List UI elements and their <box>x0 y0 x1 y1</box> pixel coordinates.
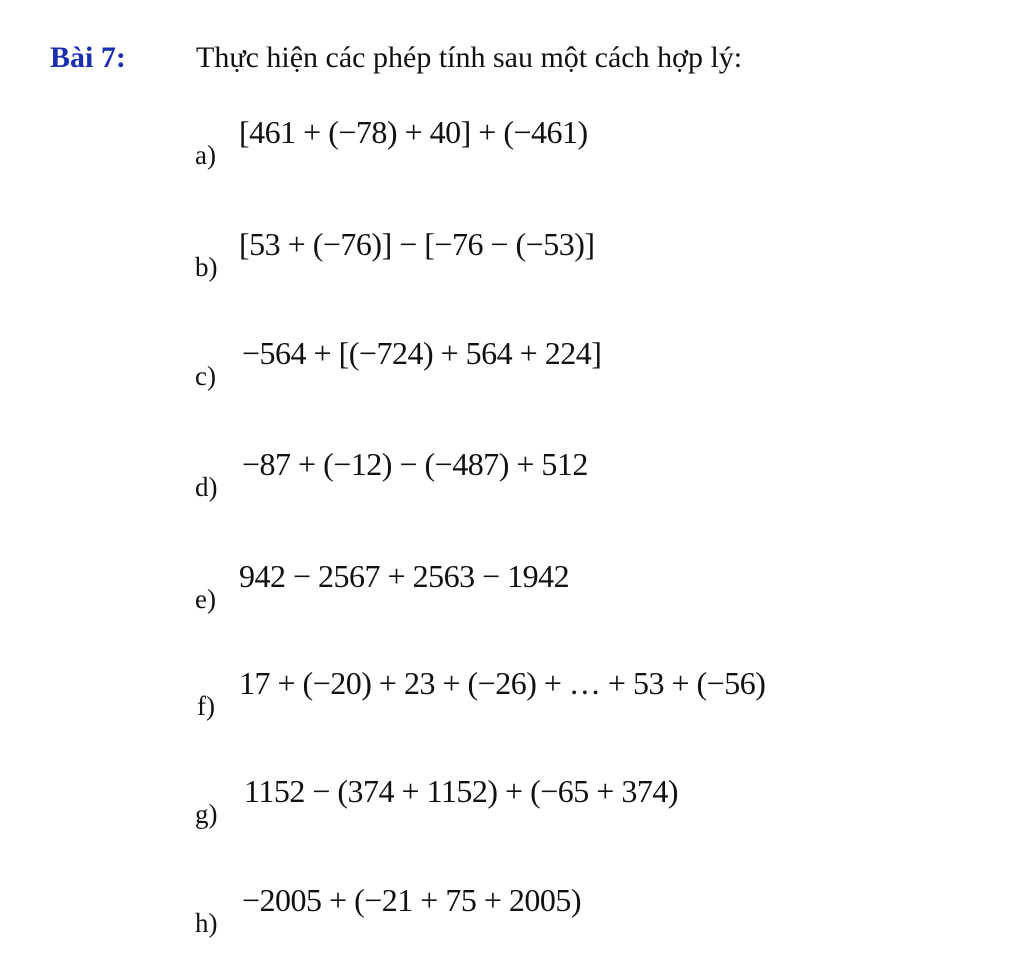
problem-expression: −2005 + (−21 + 75 + 2005) <box>242 882 582 918</box>
problem-expression: [53 + (−76)] − [−76 − (−53)] <box>239 226 595 262</box>
problem-expression: [461 + (−78) + 40] + (−461) <box>239 114 588 150</box>
problem-expression: 17 + (−20) + 23 + (−26) + … + 53 + (−56) <box>239 665 766 701</box>
problem-item <box>195 114 975 174</box>
problem-label: b) <box>195 252 218 282</box>
problem-label: d) <box>195 472 218 502</box>
problem-item <box>195 446 975 506</box>
problem-label: f) <box>197 691 215 721</box>
problem-label: a) <box>195 140 216 170</box>
problem-expression: 942 − 2567 + 2563 − 1942 <box>239 558 570 594</box>
problem-item <box>195 773 975 833</box>
problem-item <box>195 226 975 286</box>
exercise-instruction: Thực hiện các phép tính sau một cách hợp lý: <box>196 41 743 74</box>
problem-item <box>195 882 975 942</box>
problem-expression: −564 + [(−724) + 564 + 224] <box>242 335 602 371</box>
problem-expression: 1152 − (374 + 1152) + (−65 + 374) <box>244 773 678 809</box>
exercise-number: Bài 7: <box>50 41 126 74</box>
problem-item <box>195 665 975 725</box>
problem-label: g) <box>195 799 218 829</box>
problem-item <box>195 335 975 395</box>
problem-item <box>195 558 975 618</box>
problem-label: c) <box>195 361 216 391</box>
problem-expression: −87 + (−12) − (−487) + 512 <box>242 446 588 482</box>
exercise-header <box>50 36 742 80</box>
problem-label: h) <box>195 908 218 938</box>
problem-label: e) <box>195 584 216 614</box>
